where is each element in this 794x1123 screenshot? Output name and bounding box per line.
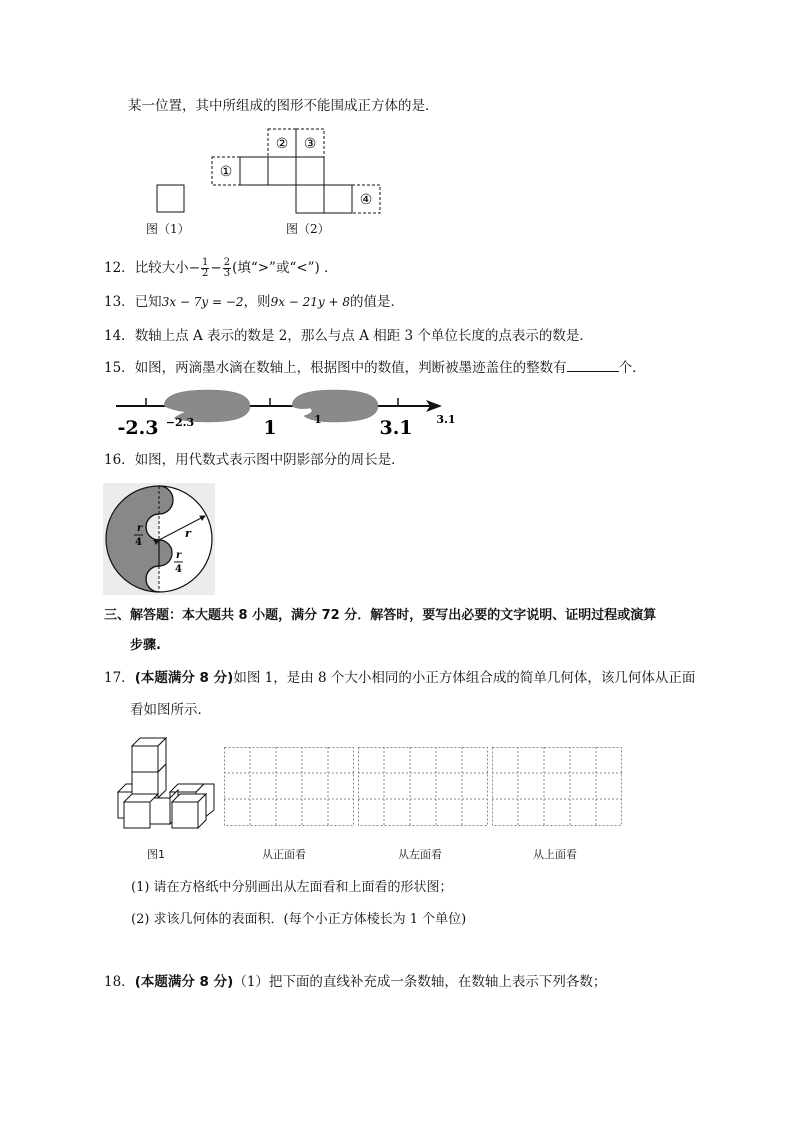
q17-sub-2: (2) 求该几何体的表面积．(每个小正方体棱长为 1 个单位)	[131, 912, 467, 927]
svg-text:r: r	[185, 527, 191, 540]
q18-number: 18．	[104, 974, 135, 990]
q17-number: 17．	[104, 670, 135, 686]
fig2-caption: 图（2）	[286, 222, 330, 236]
grid-top-view[interactable]	[492, 747, 622, 826]
q12: 12．比较大小− $\frac{1}{2}$ − $\frac{2}{3}$ (填“>”或“<”) ．	[104, 257, 338, 279]
blot-label-neg-2-3: −2.3	[165, 416, 195, 429]
q13-equation-1: 3x − 7y = −2	[161, 295, 244, 309]
cube-solid-figure	[104, 736, 216, 832]
q17-score: (本题满分 8 分)	[134, 670, 234, 686]
q16	[104, 450, 405, 470]
svg-text:r: r	[176, 550, 182, 561]
q15	[104, 358, 646, 378]
q17-text-2: 看如图所示．	[130, 702, 211, 718]
q12-pre: 比较大小	[134, 260, 189, 276]
ink-blot-right	[292, 390, 378, 422]
grid-label-front: 从正面看	[262, 848, 306, 861]
blot-label-1: 1	[314, 413, 322, 426]
shaded-circle-figure	[103, 483, 215, 595]
q16-text: 如图，用代数式表示图中阴影部分的周长是．	[134, 452, 405, 468]
svg-text:4: 4	[135, 537, 142, 548]
slot-3: ③	[303, 136, 317, 152]
axis-label-3-1: 3.1	[379, 417, 413, 439]
grid-label-left: 从左面看	[398, 848, 442, 861]
svg-text:4: 4	[175, 564, 182, 575]
fig1-square	[157, 185, 184, 212]
slot-1: ①	[219, 164, 233, 180]
q17-line1	[104, 668, 695, 688]
q16-number: 16．	[104, 452, 135, 468]
fig1-caption: 图（1）	[146, 222, 190, 236]
q13-pre: 已知	[134, 294, 162, 310]
q18-text: （1）把下面的直线补充成一条数轴，在数轴上表示下列各数；	[233, 974, 607, 990]
grid-left-view[interactable]	[358, 747, 488, 826]
section-3-heading: 三、解答题：本大题共 8 小题，满分 72 分．解答时，要写出必要的文字说明、证明过程或演算	[104, 608, 657, 623]
q12-number: 12．	[104, 260, 135, 276]
arrow-end-label: 3.1	[436, 413, 456, 426]
q12-post: (填“>”或“<”) ．	[232, 260, 338, 276]
q13-mid: ，则	[243, 294, 271, 310]
section-3-heading-cont: 步骤.	[130, 638, 161, 653]
q14	[104, 326, 593, 346]
q14-text: 数轴上点 A 表示的数是 2，那么与点 A 相距 3 个单位长度的点表示的数是．	[134, 328, 593, 344]
q17-text-1: 如图 1，是由 8 个大小相同的小正方体组合成的简单几何体，该几何体从正面	[233, 670, 696, 686]
ink-number-line	[112, 388, 472, 440]
axis-label-neg-2-3: -2.3	[117, 417, 159, 439]
q13-expression: 9x − 21y + 8	[270, 295, 351, 309]
q13	[104, 292, 404, 312]
q14-number: 14．	[104, 328, 135, 344]
q12-fraction-2: $\frac{2}{3}$	[223, 257, 231, 279]
q17-fig-caption: 图1	[147, 848, 165, 861]
q17-sub-1: (1) 请在方格纸中分别画出从左面看和上面看的形状图；	[131, 880, 453, 895]
q12-fraction-1: $\frac{1}{2}$	[202, 257, 209, 279]
q13-number: 13．	[104, 294, 135, 310]
axis-label-1: 1	[263, 417, 277, 439]
slot-4: ④	[359, 192, 373, 208]
slot-2: ②	[275, 136, 289, 152]
svg-text:r: r	[137, 523, 143, 534]
q18-score: (本题满分 8 分)	[134, 974, 234, 990]
grid-label-top: 从上面看	[533, 848, 577, 861]
q18	[104, 972, 606, 992]
q15-post: 个．	[618, 360, 646, 376]
grid-front-view[interactable]	[224, 747, 354, 826]
q15-pre: 如图，两滴墨水滴在数轴上，根据图中的数值，判断被墨迹盖住的整数有	[134, 360, 567, 376]
q15-number: 15．	[104, 360, 135, 376]
q15-answer-blank	[567, 359, 619, 372]
q13-post: 的值是．	[350, 294, 405, 310]
q11-continuation-text: 某一位置，其中所组成的图形不能围成正方体的是．	[128, 98, 439, 114]
